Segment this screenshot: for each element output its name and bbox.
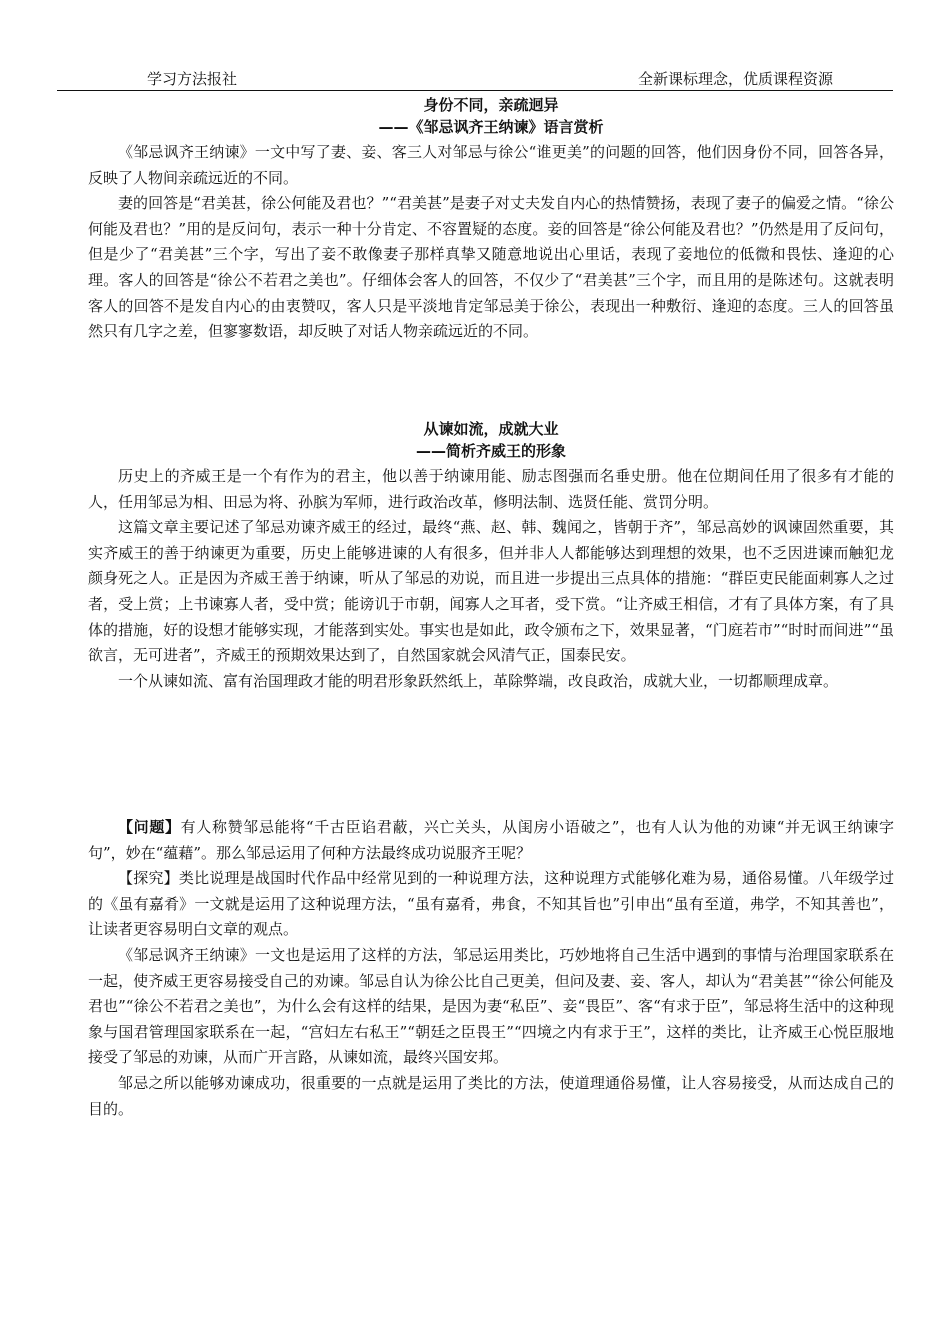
header-publisher: 学习方法报社 — [147, 70, 238, 88]
page-header — [57, 68, 893, 91]
question-label: 【问题】 — [118, 818, 181, 836]
article-1-paragraph: 《邹忌讽齐王纳谏》一文中写了妻、妾、客三人对邹忌与徐公“谁更美”的问题的回答，他们因身份不同，回答各异，反映了人物间亲疏远近的不同。 — [88, 143, 894, 187]
question-paragraph — [88, 815, 894, 866]
article-2-title: 从谏如流，成就大业 — [423, 420, 559, 438]
article-1-title: 身份不同，亲疏迥异 — [423, 96, 559, 114]
article-1-paragraph: 妻的回答是“君美甚，徐公何能及君也？”“君美甚”是妻子对丈夫发自内心的热情赞扬，表现了妻子的偏爱之情。“徐公何能及君也？”用的是反问句，表示一种十分肯定、不容置疑的态度。妾的回答是“徐公何能及君也？”仍然是用了反问句，但是少了“君美甚”三个字，写出了妾不敢像妻子那样真挚又随意地说出心里话，表现了妾地位的低微和畏怯、逢迎的心理。客人的回答是“徐公不若君之美也”。仔细体会客人的回答，不仅少了“君美甚”三个字，而且用的是陈述句。这就表明客人的回答不是发自内心的由衷赞叹，客人只是平淡地肯定邹忌美于徐公，表现出一种敷衍、逢迎的态度。三人的回答虽然只有几字之差，但寥寥数语，却反映了对话人物亲疏远近的不同。 — [88, 194, 894, 341]
article-1-subtitle: ——《邹忌讽齐王纳谏》语言赏析 — [378, 118, 604, 136]
article-1 — [88, 94, 894, 345]
article-2-paragraph: 一个从谏如流、富有治国理政才能的明君形象跃然纸上，革除弊端，改良政治，成就大业，一切都顺理成章。 — [118, 671, 839, 690]
article-2 — [88, 418, 894, 694]
article-2-subtitle: ——简析齐威王的形象 — [415, 442, 566, 460]
qa-paragraph: 《邹忌讽齐王纳谏》一文也是运用了这样的方法，邹忌运用类比，巧妙地将自己生活中遇到的事情与治理国家联系在一起，使齐威王更容易接受自己的劝谏。邹忌自认为徐公比自己更美，但问及妻、妾、客人，却认为“君美甚”“徐公何能及君也”“徐公不若君之美也”，为什么会有这样的结果，是因为妻“私臣”、妾“畏臣”、客“有求于臣”，邹忌将生活中的这种现象与国君管理国家联系在一起，“宫妇左右私王”“朝廷之臣畏王”“四境之内有求于王”，这样的类比，让齐威王心悦臣服地接受了邹忌的劝谏，从而广开言路，从谏如流，最终兴国安邦。 — [88, 945, 894, 1067]
article-2-paragraph: 这篇文章主要记述了邹忌劝谏齐威王的经过，最终“燕、赵、韩、魏闻之，皆朝于齐”，邹忌高妙的讽谏固然重要，其实齐威王的善于纳谏更为重要，历史上能够进谏的人有很多，但并非人人都能够达到理想的效果，也不乏因进谏而触犯龙颜身死之人。正是因为齐威王善于纳谏，听从了邹忌的劝说，而且进一步提出三点具体的措施：“群臣吏民能面刺寡人之过者，受上赏；上书谏寡人者，受中赏；能谤讥于市朝，闻寡人之耳者，受下赏。“让齐威王相信，才有了具体方案，有了具体的措施，好的设想才能够实现，才能落到实处。事实也是如此，政令颁布之下，效果显著，“门庭若市”“时时而间进”“虽欲言，无可进者”，齐威王的预期效果达到了，自然国家就会风清气正，国泰民安。 — [88, 518, 894, 665]
explore-paragraph — [88, 866, 894, 943]
explore-text: 类比说理是战国时代作品中经常见到的一种说理方法，这种说理方式能够化难为易，通俗易懂。八年级学过的《虽有嘉肴》一文就是运用了这种说理方法，“虽有嘉肴，弗食，不知其旨也”引申出“虽有至道，弗学，不知其善也”，让读者更容易明白文章的观点。 — [88, 869, 894, 939]
question-text: 有人称赞邹忌能将“千古臣谄君蔽，兴亡关头，从闺房小语破之”，也有人认为他的劝谏“并无讽王纳谏字句”，妙在“蕴藉”。那么邹忌运用了何种方法最终成功说服齐王呢？ — [88, 818, 894, 862]
header-slogan: 全新课标理念，优质课程资源 — [637, 70, 833, 88]
explore-label: 【探究】 — [118, 869, 179, 888]
article-2-paragraph: 历史上的齐威王是一个有作为的君主，他以善于纳谏用能、励志图强而名垂史册。他在位期间任用了很多有才能的人，任用邹忌为相、田忌为将、孙膑为军师，进行政治改革，修明法制、选贤任能、赏罚分明。 — [88, 467, 894, 511]
qa-paragraph: 邹忌之所以能够劝谏成功，很重要的一点就是运用了类比的方法，使道理通俗易懂，让人容易接受，从而达成自己的目的。 — [88, 1073, 894, 1118]
qa-section — [88, 815, 894, 1122]
